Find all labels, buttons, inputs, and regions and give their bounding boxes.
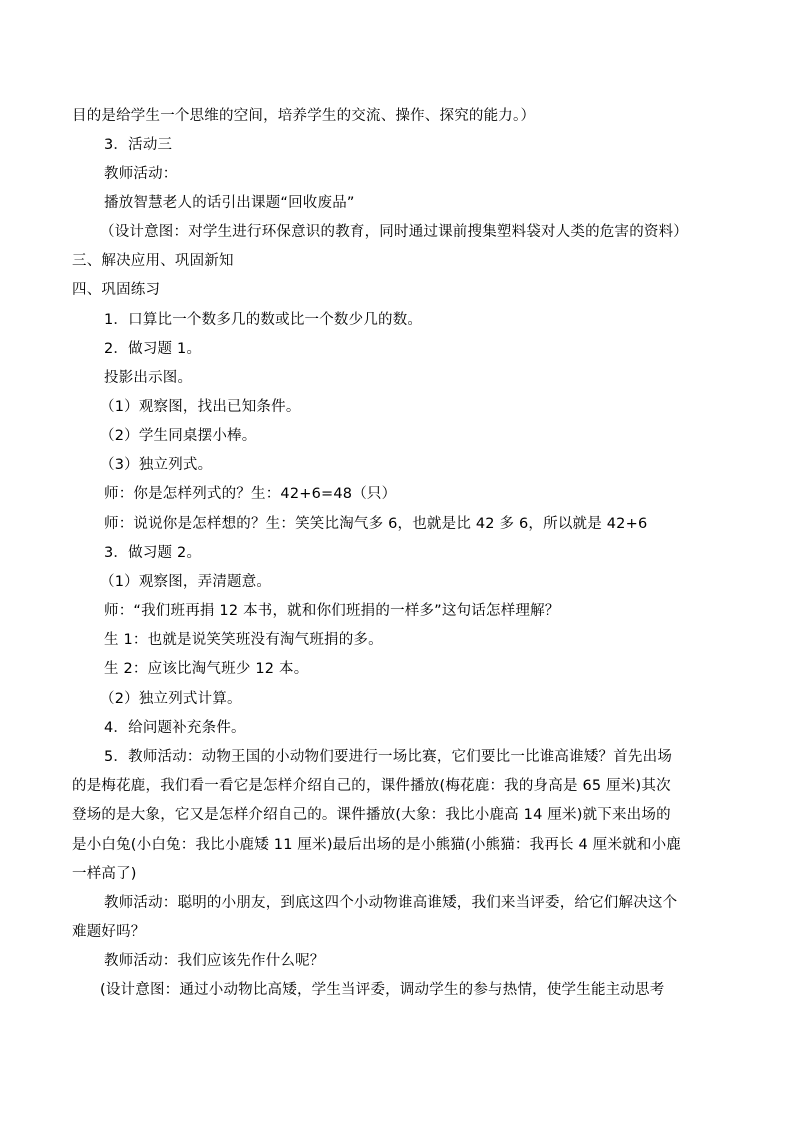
list-item: 4．给问题补充条件。 (104, 720, 246, 736)
paragraph-line: 教师活动：聪明的小朋友，到底这四个小动物谁高谁矮，我们来当评委，给它们解决这个 (104, 895, 678, 911)
paragraph-line: 难题好吗？ (72, 924, 146, 940)
sub-step: （2）独立列式计算。 (100, 691, 242, 707)
design-intent-note: (设计意图：通过小动物比高矮，学生当评委，调动学生的参与热情，使学生能主动思考 (100, 982, 665, 998)
sub-step: （3）独立列式。 (100, 457, 213, 473)
dialogue-line: 师：你是怎样列式的？生：42+6=48（只） (104, 486, 397, 502)
paragraph-line: 的是梅花鹿，我们看一看它是怎样介绍自己的，课件播放(梅花鹿：我的身高是 65 厘米)其次 (72, 778, 671, 794)
list-item: 2．做习题 1。 (104, 341, 202, 357)
sub-step: （1）观察图，弄清题意。 (100, 574, 272, 590)
sub-step: （1）观察图，找出已知条件。 (100, 399, 301, 415)
teacher-activity-label: 教师活动： (104, 166, 178, 182)
section-heading-activity-3: 3．活动三 (104, 137, 173, 153)
paragraph-line: 一样高了) (72, 866, 137, 882)
list-item: 5．教师活动：动物王国的小动物们要进行一场比赛，它们要比一比谁高谁矮？首先出场 (104, 749, 673, 765)
paragraph-line: 播放智慧老人的话引出课题“回收废品” (104, 195, 355, 211)
dialogue-line: 师：“我们班再捐 12 本书，就和你们班捐的一样多”这句话怎样理解？ (104, 603, 560, 619)
list-item: 3．做习题 2。 (104, 545, 202, 561)
design-intent-note: （设计意图：对学生进行环保意识的教育，同时通过课前搜集塑料袋对人类的危害的资料） (100, 224, 688, 240)
section-heading-4: 四、巩固练习 (72, 282, 161, 298)
paragraph-line: 是小白兔(小白兔：我比小鹿矮 11 厘米)最后出场的是小熊猫(小熊猫：我再长 4 厘米就和小鹿 (72, 837, 681, 853)
paragraph-line: 登场的是大象，它又是怎样介绍自己的。课件播放(大象：我比小鹿高 14 厘米)就下来出场的 (72, 807, 671, 823)
paragraph-line: 投影出示图。 (104, 370, 193, 386)
dialogue-line: 师：说说你是怎样想的？生：笑笑比淘气多 6，也就是比 42 多 6，所以就是 42+6 (104, 516, 648, 532)
list-item: 1．口算比一个数多几的数或比一个数少几的数。 (104, 312, 423, 328)
dialogue-line: 生 1：也就是说笑笑班没有淘气班捐的多。 (104, 632, 383, 648)
section-heading-3: 三、解决应用、巩固新知 (72, 253, 234, 269)
paragraph-line: 目的是给学生一个思维的空间，培养学生的交流、操作、探究的能力。） (72, 108, 536, 124)
dialogue-line: 生 2：应该比淘气班少 12 本。 (104, 661, 309, 677)
paragraph-line: 教师活动：我们应该先作什么呢？ (104, 953, 325, 969)
sub-step: （2）学生同桌摆小棒。 (100, 428, 257, 444)
